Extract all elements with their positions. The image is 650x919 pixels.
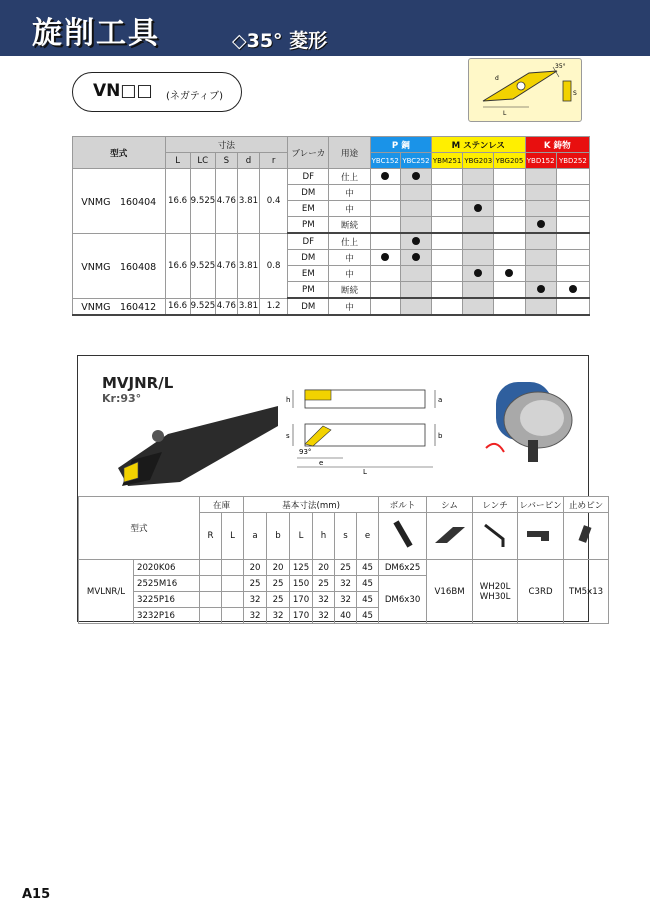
grade-header: YBG205 [494,153,525,169]
stock-L-cell [222,576,244,592]
col-stock: 在庫 [200,497,244,513]
grade-cell [556,282,589,299]
page-number: A15 [22,887,51,902]
grade-cell [400,217,431,234]
clamping-photo [476,378,576,470]
usage-cell: 中 [329,250,370,266]
recommended-dot-icon [505,269,513,277]
grade-cell [370,282,400,299]
col-dim-e: e [357,513,379,560]
grade-cell [494,298,525,315]
grade-cell [370,201,400,217]
table-row [73,233,590,250]
breaker-cell: EM [288,266,329,282]
dim-d-cell: 3.81 [237,169,259,234]
grade-cell [494,169,525,185]
dim-d-cell: 3.81 [237,233,259,298]
recommended-dot-icon [537,285,545,293]
group-m-stainless: M ステンレス [432,137,526,153]
stop-pin-photo [564,513,609,560]
breaker-cell: DM [288,250,329,266]
dim-s-cell: 32 [335,592,357,608]
dim-S-cell: 4.76 [215,298,237,315]
lever-pin-cell: C3RD [518,560,564,624]
dim-L-cell: 16.6 [165,169,190,234]
stock-R-cell [200,560,222,576]
col-dim-S: S [215,153,237,169]
col-shim: シム [427,497,473,513]
grade-header: YBG203 [463,153,494,169]
dim-LC-cell: 9.525 [190,233,215,298]
grade-cell [556,185,589,201]
svg-text:35°: 35° [555,63,566,70]
grade-cell [463,298,494,315]
svg-text:h: h [286,396,291,404]
dim-S-cell: 4.76 [215,233,237,298]
grade-cell [494,282,525,299]
grade-cell [494,201,525,217]
wrench-cell: WH20L WH30L [473,560,518,624]
grade-cell [370,298,400,315]
page-subtitle: ◇35° 菱形 [232,30,328,52]
dim-s-cell: 25 [335,560,357,576]
stock-L-cell [222,560,244,576]
usage-cell: 断続 [329,282,370,299]
grade-cell [400,201,431,217]
grade-cell [370,233,400,250]
grade-cell [494,266,525,282]
grade-header: YBD252 [556,153,589,169]
grade-cell [525,250,556,266]
grade-cell [400,250,431,266]
grade-cell [494,250,525,266]
grade-cell [494,233,525,250]
grade-cell [400,185,431,201]
dim-s-cell: 40 [335,608,357,624]
dim-L-cell: 170 [290,608,313,624]
dim-h-cell: 32 [313,608,335,624]
grade-cell [463,250,494,266]
insert-diagram [468,58,582,122]
col-dim-L: L [165,153,190,169]
insert-spec-table [72,136,590,316]
dim-L-cell: 150 [290,576,313,592]
col-basic-dims: 基本寸法(mm) [244,497,379,513]
grade-cell [556,233,589,250]
grade-cell [432,217,463,234]
breaker-cell: DF [288,169,329,185]
usage-cell: 仕上 [329,169,370,185]
grade-cell [432,185,463,201]
grade-cell [525,217,556,234]
dim-e-cell: 45 [357,576,379,592]
grade-cell [432,233,463,250]
table-row [73,169,590,185]
dim-s-cell: 32 [335,576,357,592]
col-dim-LC: LC [190,153,215,169]
recommended-dot-icon [412,253,420,261]
col-dim-L: L [290,513,313,560]
grade-cell [494,217,525,234]
stock-L-cell [222,608,244,624]
grade-header: YBC252 [400,153,431,169]
usage-cell: 中 [329,201,370,217]
recommended-dot-icon [537,220,545,228]
insert-type-badge [72,72,242,112]
grade-cell [463,201,494,217]
grade-cell [370,185,400,201]
dim-a-cell: 25 [244,576,267,592]
svg-text:a: a [438,396,443,404]
grade-cell [370,217,400,234]
col-breaker: ブレーカ [288,137,329,169]
insert-drawing [469,59,581,121]
col-model: 型式 [73,137,166,169]
bolt-cell: DM6x25 [379,560,427,576]
dim-a-cell: 32 [244,608,267,624]
col-bolt: ボルト [379,497,427,513]
grade-cell [525,282,556,299]
grade-cell [432,250,463,266]
grade-cell [556,169,589,185]
svg-text:93°: 93° [299,448,312,456]
dim-r-cell: 1.2 [260,298,288,315]
grade-cell [525,266,556,282]
dim-L-cell: 16.6 [165,233,190,298]
dim-LC-cell: 9.525 [190,298,215,315]
shim-cell: V16BM [427,560,473,624]
tool-holder-panel [77,355,604,622]
grade-cell [494,185,525,201]
col-stock-R: R [200,513,222,560]
dim-h-cell: 25 [313,576,335,592]
grade-cell [463,266,494,282]
breaker-cell: PM [288,217,329,234]
col-wrench: レンチ [473,497,518,513]
grade-cell [400,298,431,315]
holder-size-cell: 3225P16 [134,592,200,608]
group-k-cast-iron: K 鋳物 [525,137,589,153]
wrench-photo [473,513,518,560]
svg-text:b: b [438,432,443,440]
breaker-cell: DM [288,298,329,315]
page-title: 旋削工具 [32,16,160,51]
dim-e-cell: 45 [357,560,379,576]
svg-text:e: e [319,459,324,467]
svg-text:s: s [286,432,290,440]
dim-b-cell: 25 [267,576,290,592]
recommended-dot-icon [381,172,389,180]
holder-kr: Kr:93° [102,392,142,405]
insert-note: (ネガティブ) [166,91,224,102]
svg-text:L: L [363,468,367,474]
dim-r-cell: 0.8 [260,233,288,298]
col-dim-r: r [260,153,288,169]
col-dim-s: s [335,513,357,560]
grade-header: YBM251 [432,153,463,169]
grade-cell [432,201,463,217]
grade-cell [463,169,494,185]
grade-cell [525,233,556,250]
stock-R-cell [200,592,222,608]
dim-L-cell: 16.6 [165,298,190,315]
dim-b-cell: 32 [267,608,290,624]
breaker-cell: DF [288,233,329,250]
grade-cell [400,169,431,185]
dim-b-cell: 20 [267,560,290,576]
col-usage: 用途 [329,137,370,169]
grade-cell [525,169,556,185]
holder-family-cell: MVLNR/L [79,560,134,624]
dim-h-cell: 20 [313,560,335,576]
stock-R-cell [200,576,222,592]
grade-cell [525,298,556,315]
recommended-dot-icon [412,237,420,245]
grade-cell [400,282,431,299]
holder-name: MVJNR/L [102,374,174,392]
holder-dimension-drawing [283,374,448,474]
col-dim-b: b [267,513,290,560]
grade-cell [556,266,589,282]
grade-cell [556,217,589,234]
usage-cell: 中 [329,266,370,282]
recommended-dot-icon [569,285,577,293]
grade-cell [432,282,463,299]
grade-header: YBC152 [370,153,400,169]
grade-cell [370,250,400,266]
holder-spec-table [78,496,609,624]
col-lever-pin: レバーピン [518,497,564,513]
lever-pin-photo [518,513,564,560]
recommended-dot-icon [474,204,482,212]
model-cell: VNMG 160412 [73,298,166,315]
grade-cell [400,266,431,282]
holder-size-cell: 2020K06 [134,560,200,576]
grade-cell [400,233,431,250]
table-row [79,560,609,576]
holder-size-cell: 2525M16 [134,576,200,592]
col-holder-model: 型式 [79,497,200,560]
holder-size-cell: 3232P16 [134,608,200,624]
dim-S-cell: 4.76 [215,169,237,234]
svg-text:d: d [495,75,499,82]
dim-a-cell: 32 [244,592,267,608]
dim-b-cell: 25 [267,592,290,608]
group-p-steel: P 鋼 [370,137,431,153]
grade-cell [525,201,556,217]
grade-cell [370,266,400,282]
col-dimensions: 寸法 [165,137,288,153]
dim-d-cell: 3.81 [237,298,259,315]
col-dim-h: h [313,513,335,560]
model-cell: VNMG 160408 [73,233,166,298]
grade-cell [556,201,589,217]
holder-photo [98,386,278,496]
col-stock-L: L [222,513,244,560]
dim-e-cell: 45 [357,592,379,608]
stock-R-cell [200,608,222,624]
col-dim-d: d [237,153,259,169]
bolt-photo [379,513,427,560]
recommended-dot-icon [381,253,389,261]
dim-h-cell: 32 [313,592,335,608]
grade-cell [432,298,463,315]
recommended-dot-icon [412,172,420,180]
dim-r-cell: 0.4 [260,169,288,234]
dim-e-cell: 45 [357,608,379,624]
stock-L-cell [222,592,244,608]
grade-cell [556,250,589,266]
dim-L-cell: 125 [290,560,313,576]
dim-L-cell: 170 [290,592,313,608]
svg-text:S: S [573,90,577,97]
grade-cell [525,185,556,201]
breaker-cell: DM [288,185,329,201]
grade-cell [432,169,463,185]
usage-cell: 中 [329,185,370,201]
bolt-cell: DM6x30 [379,576,427,624]
dim-a-cell: 20 [244,560,267,576]
grade-cell [463,233,494,250]
col-stop-pin: 止めピン [564,497,609,513]
grade-cell [432,266,463,282]
stop-pin-cell: TM5x13 [564,560,609,624]
grade-header: YBD152 [525,153,556,169]
dim-LC-cell: 9.525 [190,169,215,234]
model-cell: VNMG 160404 [73,169,166,234]
usage-cell: 仕上 [329,233,370,250]
grade-cell [463,282,494,299]
grade-cell [556,298,589,315]
grade-cell [463,217,494,234]
grade-cell [463,185,494,201]
table-row [73,298,590,315]
usage-cell: 断続 [329,217,370,234]
shim-photo [427,513,473,560]
insert-code: VN□□ [93,81,153,101]
grade-cell [370,169,400,185]
usage-cell: 中 [329,298,370,315]
recommended-dot-icon [474,269,482,277]
svg-text:L: L [503,110,507,117]
col-dim-a: a [244,513,267,560]
breaker-cell: PM [288,282,329,299]
page-header [0,0,650,56]
breaker-cell: EM [288,201,329,217]
